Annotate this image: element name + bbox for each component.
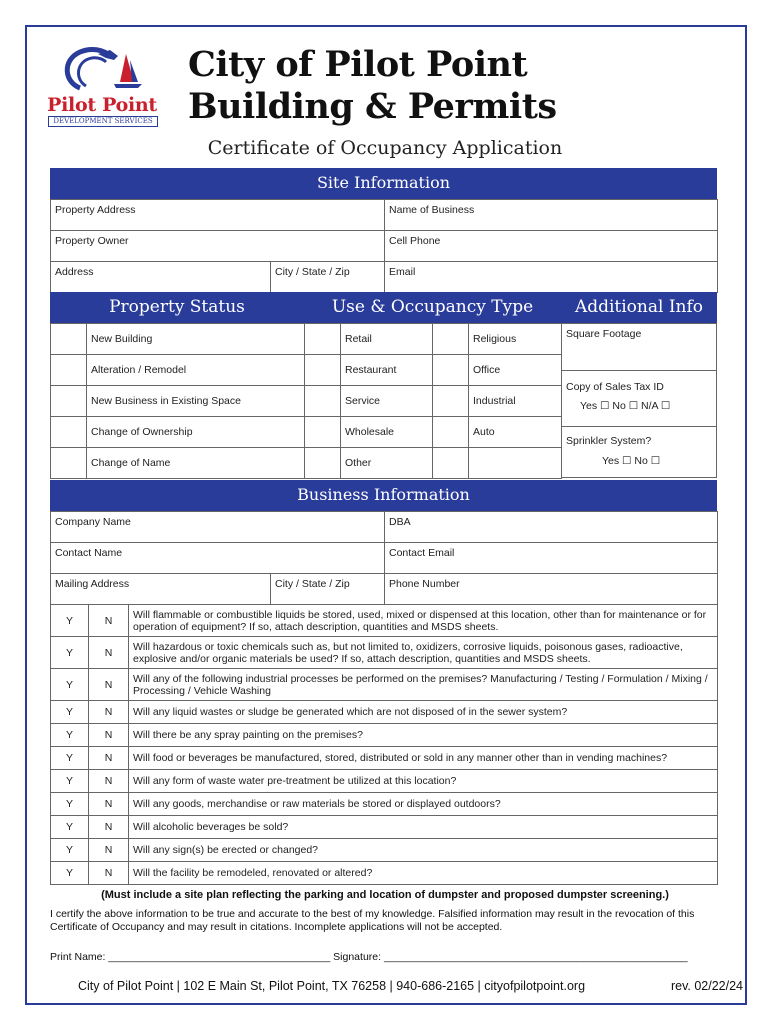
contact-email-field[interactable] [385, 543, 718, 574]
address-field[interactable] [51, 262, 271, 293]
no-option[interactable]: N [89, 724, 129, 747]
no-option[interactable]: N [89, 747, 129, 770]
sprinkler-options[interactable]: Yes ☐ No ☐ [602, 455, 661, 467]
use-checkbox[interactable] [305, 448, 341, 479]
yes-option[interactable]: Y [51, 747, 89, 770]
site-plan-note: (Must include a site plan reflecting the parking and location of dumpster and proposed dumpster screening.) [101, 889, 669, 901]
no-option[interactable]: N [89, 793, 129, 816]
logo-name: Pilot Point [47, 94, 157, 116]
cell-phone-label: Cell Phone [389, 235, 441, 247]
cell-phone-field[interactable] [385, 231, 718, 262]
square-footage-field[interactable] [562, 324, 717, 371]
property-status-heading: Property Status [50, 292, 304, 323]
yes-option[interactable]: Y [51, 816, 89, 839]
logo-subtitle: DEVELOPMENT SERVICES [48, 116, 158, 127]
use-checkbox[interactable] [305, 355, 341, 386]
yes-option[interactable]: Y [51, 770, 89, 793]
company-name-label: Company Name [55, 516, 131, 528]
sprinkler-field [562, 427, 717, 478]
page-title-line1: City of Pilot Point [188, 44, 528, 85]
use-label: Other [341, 448, 433, 479]
business-name-field[interactable] [385, 200, 718, 231]
status-label: Change of Ownership [87, 417, 305, 448]
use-checkbox[interactable] [433, 355, 469, 386]
site-info-heading: Site Information [50, 168, 717, 199]
status-label: New Building [87, 324, 305, 355]
horse-logo-icon [40, 42, 164, 98]
yes-option[interactable]: Y [51, 605, 89, 637]
city-logo [40, 42, 164, 128]
yes-option[interactable]: Y [51, 701, 89, 724]
question-text: Will there be any spray painting on the premises? [129, 724, 718, 747]
status-label: Change of Name [87, 448, 305, 479]
business-city-state-zip-field[interactable] [271, 574, 385, 605]
status-label: New Business in Existing Space [87, 386, 305, 417]
additional-info-table [561, 323, 717, 478]
no-option[interactable]: N [89, 839, 129, 862]
status-checkbox[interactable] [51, 417, 87, 448]
business-city-state-zip-label: City / State / Zip [275, 578, 350, 590]
yes-option[interactable]: Y [51, 724, 89, 747]
address-label: Address [55, 266, 94, 278]
questions-table [50, 604, 718, 885]
use-checkbox[interactable] [433, 386, 469, 417]
yes-option[interactable]: Y [51, 669, 89, 701]
question-text: Will any goods, merchandise or raw materials be stored or displayed outdoors? [129, 793, 718, 816]
phone-number-field[interactable] [385, 574, 718, 605]
business-name-label: Name of Business [389, 204, 475, 216]
question-text: Will any sign(s) be erected or changed? [129, 839, 718, 862]
no-option[interactable]: N [89, 637, 129, 669]
question-text: Will hazardous or toxic chemicals such as, but not limited to, oxidizers, corrosive liquids, poisonous gases, radioactive, explosive and/or organic materials be used? If so, attach description, quantities and MSDS sheets. [129, 637, 718, 669]
no-option[interactable]: N [89, 816, 129, 839]
use-checkbox[interactable] [305, 324, 341, 355]
company-name-field[interactable] [51, 512, 385, 543]
sales-tax-field [562, 371, 717, 427]
use-label: Wholesale [341, 417, 433, 448]
no-option[interactable]: N [89, 701, 129, 724]
certification-text: I certify the above information to be true and accurate to the best of my knowledge. Falsified information may result in the revocation of this Certificate of Occupancy and may result in citations. Incomplete applications will not be accepted. [50, 908, 695, 933]
use-checkbox[interactable] [433, 324, 469, 355]
status-label: Alteration / Remodel [87, 355, 305, 386]
contact-name-field[interactable] [51, 543, 385, 574]
property-owner-field[interactable] [51, 231, 385, 262]
form-subtitle: Certificate of Occupancy Application [207, 137, 563, 159]
use-checkbox[interactable] [433, 448, 469, 479]
question-text: Will alcoholic beverages be sold? [129, 816, 718, 839]
question-text: Will food or beverages be manufactured, stored, distributed or sold in any manner other than in vending machines? [129, 747, 718, 770]
use-label: Retail [341, 324, 433, 355]
no-option[interactable]: N [89, 669, 129, 701]
yes-option[interactable]: Y [51, 793, 89, 816]
question-text: Will any liquid wastes or sludge be generated which are not disposed of in the sewer system? [129, 701, 718, 724]
mailing-address-label: Mailing Address [55, 578, 130, 590]
email-field[interactable] [385, 262, 718, 293]
square-footage-label: Square Footage [566, 328, 642, 340]
yes-option[interactable]: Y [51, 637, 89, 669]
property-owner-label: Property Owner [55, 235, 129, 247]
contact-name-label: Contact Name [55, 547, 123, 559]
revision-date: rev. 02/22/24 [670, 979, 743, 993]
dba-field[interactable] [385, 512, 718, 543]
sprinkler-label: Sprinkler System? [566, 435, 652, 447]
sales-tax-label: Copy of Sales Tax ID [566, 381, 664, 393]
status-checkbox[interactable] [51, 324, 87, 355]
status-checkbox[interactable] [51, 355, 87, 386]
use-checkbox[interactable] [305, 386, 341, 417]
use-label: Auto [469, 417, 562, 448]
use-label: Religious [469, 324, 562, 355]
city-state-zip-label: City / State / Zip [275, 266, 350, 278]
city-state-zip-field[interactable] [271, 262, 385, 293]
contact-email-label: Contact Email [389, 547, 455, 559]
use-checkbox[interactable] [433, 417, 469, 448]
sales-tax-options[interactable]: Yes ☐ No ☐ N/A ☐ [580, 400, 671, 412]
no-option[interactable]: N [89, 605, 129, 637]
status-checkbox[interactable] [51, 448, 87, 479]
email-label: Email [389, 266, 416, 278]
use-checkbox[interactable] [305, 417, 341, 448]
question-text: Will any of the following industrial processes be performed on the premises? Manufacturing / Testing / Formulation / Mixing / Processing / Vehicle Washing [129, 669, 718, 701]
question-text: Will flammable or combustible liquids be stored, used, mixed or dispensed at this location, other than for maintenance or for operation of equipment? If so, attach description, quantities and MSDS sheets. [129, 605, 718, 637]
property-address-field[interactable] [51, 200, 385, 231]
phone-number-label: Phone Number [389, 578, 460, 590]
question-text: Will any form of waste water pre-treatment be utilized at this location? [129, 770, 718, 793]
status-checkbox[interactable] [51, 386, 87, 417]
property-address-label: Property Address [55, 204, 136, 216]
dba-label: DBA [389, 516, 411, 528]
no-option[interactable]: N [89, 770, 129, 793]
business-info-table [50, 511, 718, 605]
yes-option[interactable]: Y [51, 839, 89, 862]
mailing-address-field[interactable] [51, 574, 271, 605]
yes-option[interactable]: Y [51, 862, 89, 885]
use-label: Industrial [469, 386, 562, 417]
footer-contact: City of Pilot Point | 102 E Main St, Pilot Point, TX 76258 | 940-686-2165 | cityofpilotpoint.org [78, 979, 586, 993]
use-label: Service [341, 386, 433, 417]
use-label [469, 448, 562, 479]
site-info-table [50, 199, 718, 293]
additional-info-heading: Additional Info [561, 292, 717, 323]
page-title-line2: Building & Permits [188, 86, 557, 127]
use-occupancy-heading: Use & Occupancy Type [304, 292, 561, 323]
no-option[interactable]: N [89, 862, 129, 885]
business-info-heading: Business Information [50, 480, 717, 511]
use-label: Restaurant [341, 355, 433, 386]
question-text: Will the facility be remodeled, renovated or altered? [129, 862, 718, 885]
use-label: Office [469, 355, 562, 386]
signature-line[interactable]: Print Name: ______________________________________ Signature: ____________________________________________________ [50, 951, 688, 963]
status-use-table [50, 323, 562, 479]
